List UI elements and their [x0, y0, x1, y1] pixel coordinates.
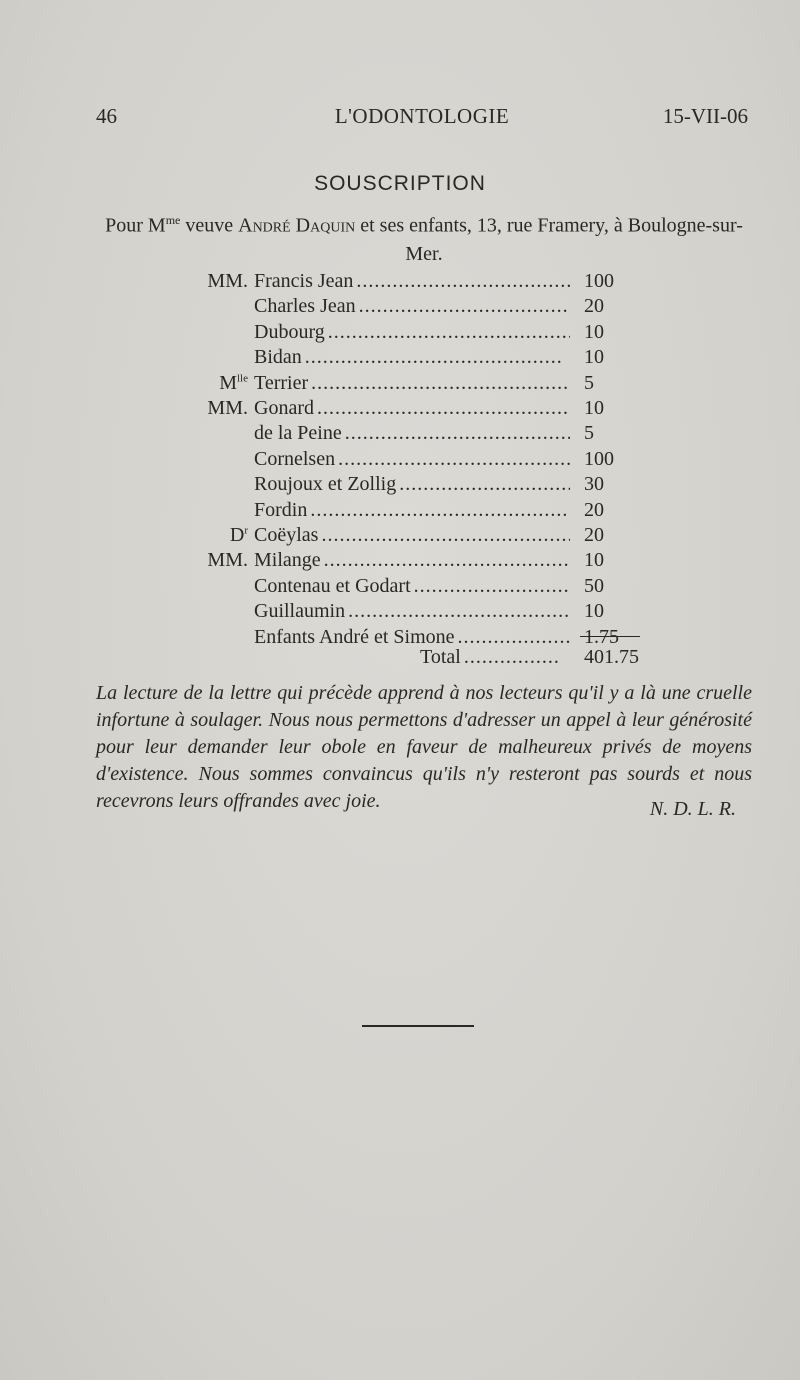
total-label: Total . . .	[420, 646, 570, 669]
subscriber-name: Coëylas . . .	[254, 524, 570, 547]
subscriber-prefix: MM.	[207, 549, 248, 572]
subscriber-prefix: $D^r$	[229, 524, 248, 546]
page-number: 46	[96, 104, 117, 128]
subscriber-row	[0, 270, 800, 296]
subscriber-amount: 10	[584, 397, 604, 419]
dedication	[96, 206, 752, 268]
subscriber-amount: 20	[584, 295, 604, 318]
dedication-mid: veuve	[180, 214, 239, 237]
subscriber-prefix: MM.	[207, 397, 248, 419]
subscriber-row	[0, 422, 800, 448]
running-header	[96, 104, 748, 134]
subscriber-name: Guillaumin . . .	[254, 600, 570, 623]
subscriber-amount: 30	[584, 473, 604, 496]
subscriber-prefix: MM.	[207, 270, 248, 292]
subscriber-row	[0, 346, 800, 372]
subscriber-amount: 10	[584, 320, 604, 343]
editorial-note: La lecture de la lettre qui précède apprend à nos lecteurs qu'il y a là une cruelle infortune à soulager. Nous nous permettons d'adresser un appel à leur générosité pour leur demander leur obole en faveur de malheureux privés de moyens d'existence. Nous sommes convaincus qu'ils n'y resteront pas sourds et nous recevrons leurs offrandes avec joie.	[96, 682, 752, 812]
subscriber-row	[0, 372, 800, 398]
subscriber-prefix: $M^{lle}$	[219, 371, 248, 394]
subscriber-name: Bidan . . .	[254, 346, 570, 369]
subscriber-amount: 10	[584, 549, 604, 572]
total-row	[0, 646, 800, 672]
subscriber-amount: 20	[584, 498, 604, 521]
editorial-signature: N. D. L. R.	[649, 798, 736, 820]
subscriber-amount: 100	[584, 270, 614, 292]
subscriber-row	[0, 448, 800, 474]
subscriber-row	[0, 397, 800, 423]
subscriber-row	[0, 524, 800, 550]
total-amount: 401.75	[584, 646, 639, 668]
subscriber-name: Terrier . . .	[254, 372, 570, 395]
subscriber-name: Gonard . . .	[254, 397, 570, 420]
subscriber-amount: 50	[584, 574, 604, 597]
subscriber-row	[0, 499, 800, 525]
subscriber-name: Milange . . .	[254, 549, 570, 572]
dedication-pre: Pour M	[105, 214, 166, 237]
subscriber-name: Cornelsen . . .	[254, 448, 570, 471]
subscriber-row	[0, 600, 800, 626]
subscriber-name: Contenau et Godart . . .	[254, 575, 570, 598]
subscriber-name: Dubourg . . .	[254, 321, 570, 344]
sum-rule	[580, 636, 640, 637]
dedication-post: et ses enfants, 13, rue Framery, à Boulogne-sur-Mer.	[355, 214, 743, 265]
subscriber-row	[0, 549, 800, 575]
dedication-sup: me	[165, 213, 181, 227]
subscriber-amount: 10	[584, 346, 604, 369]
subscriber-row	[0, 295, 800, 321]
issue-date: 15-VII-06	[662, 104, 748, 128]
subscriber-amount: 1.75	[584, 625, 619, 648]
subscriber-name: Enfants André et Simone . . .	[254, 626, 570, 649]
journal-title: L'ODONTOLOGIE	[334, 104, 510, 128]
subscriber-name: Fordin . . .	[254, 499, 570, 522]
subscriber-amount: 5	[584, 422, 594, 445]
subscriber-row	[0, 321, 800, 347]
section-title: SOUSCRIPTION	[314, 172, 486, 195]
subscriber-name: Charles Jean . . .	[254, 295, 570, 318]
subscriber-amount: 10	[584, 600, 604, 623]
section-rule	[362, 1025, 474, 1027]
subscriber-amount: 5	[584, 371, 594, 394]
dedication-name: André Daquin	[238, 214, 356, 237]
subscriber-amount: 100	[584, 447, 614, 470]
subscriber-row	[0, 575, 800, 601]
subscriber-name: de la Peine . . .	[254, 422, 570, 445]
subscriber-name: Roujoux et Zollig . . .	[254, 473, 570, 496]
subscriber-amount: 20	[584, 524, 604, 546]
subscriber-row	[0, 473, 800, 499]
subscriber-name: Francis Jean . . .	[254, 270, 570, 293]
